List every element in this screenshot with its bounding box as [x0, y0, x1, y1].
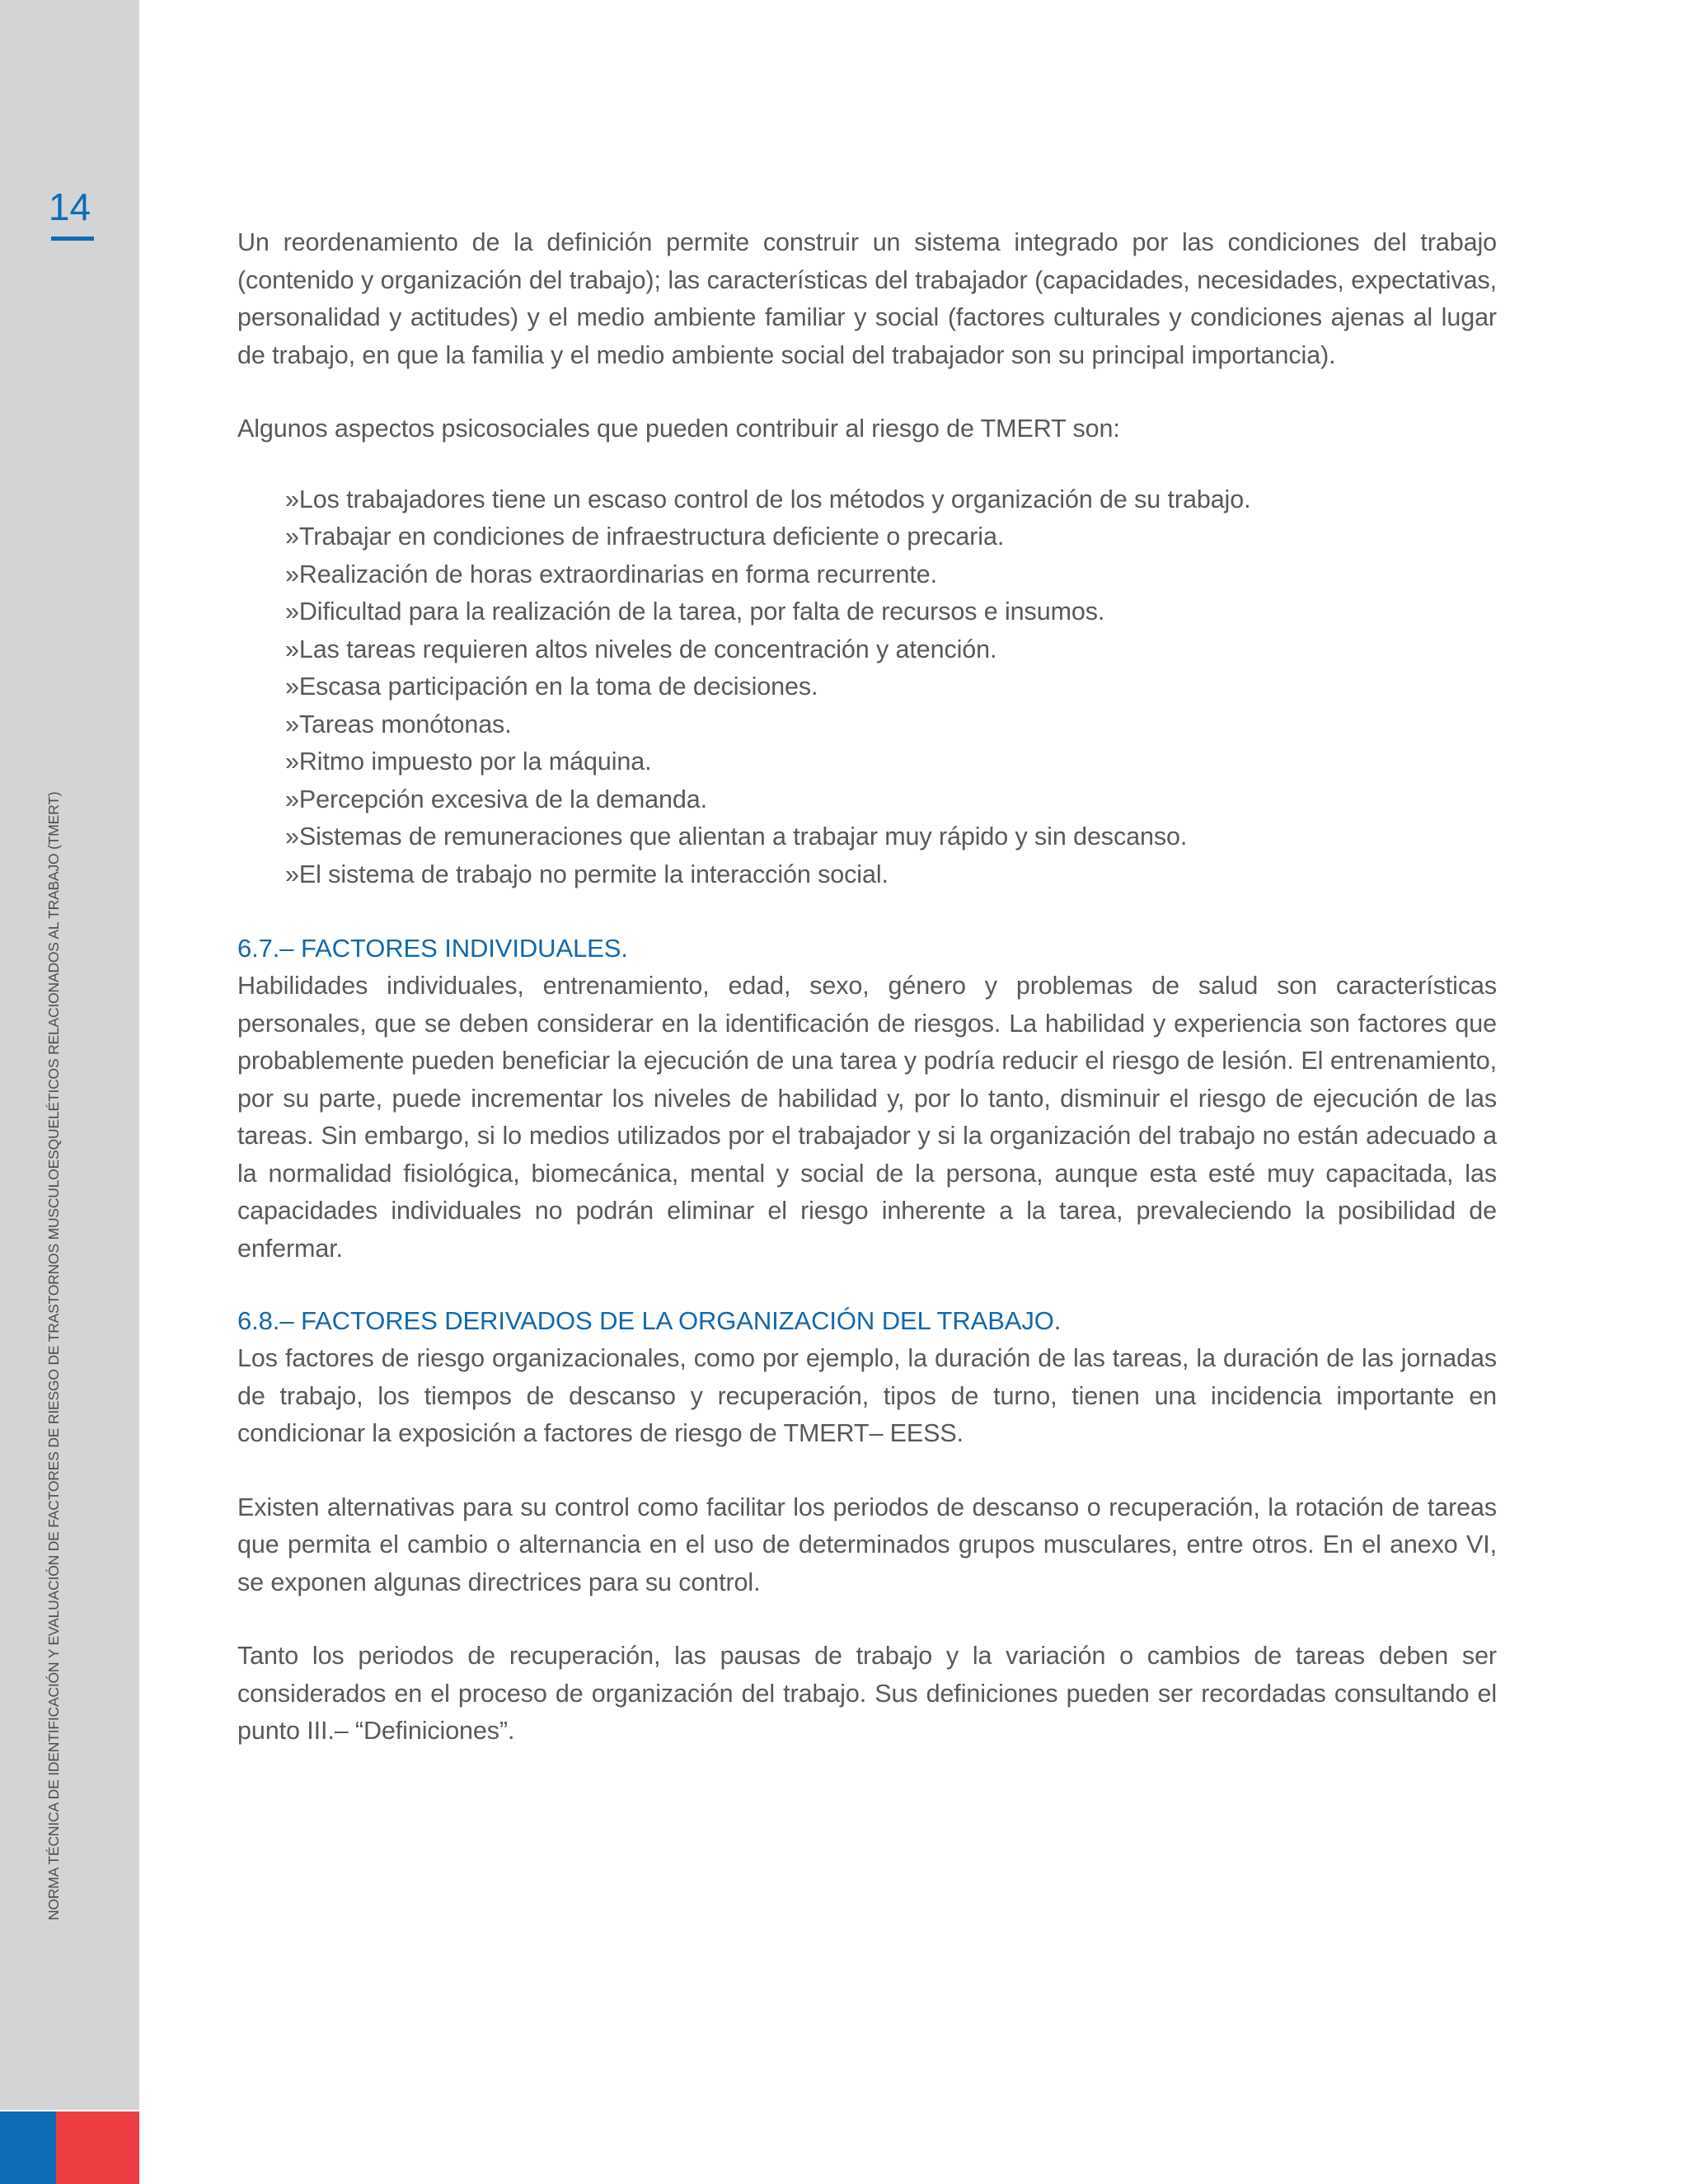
list-item	[285, 781, 1497, 819]
footer-blue-bar	[0, 2111, 56, 2184]
list-item-label: El sistema de trabajo no permite la interacción social.	[298, 860, 889, 888]
list-marker: »	[285, 635, 299, 663]
intro-paragraph: Un reordenamiento de la definición permite construir un sistema integrado por las condiciones del trabajo (contenido y organización del trabajo); las características del trabajador (capacidades, necesidades, expectativas, personalidad y actitudes) y el medio ambiente familiar y social (factores culturales y condiciones ajenas al lugar de trabajo, en que la familia y el medio ambiente social del trabajador son su principal importancia).	[237, 228, 1497, 369]
list-marker: »	[285, 785, 299, 813]
page-content	[237, 224, 1497, 1787]
list-item-label: Realización de horas extraordinarias en forma recurrente.	[298, 560, 938, 588]
page-sidebar	[0, 0, 139, 2110]
psychosocial-factors-list	[237, 481, 1497, 894]
list-item	[285, 706, 1497, 744]
list-item	[285, 593, 1497, 631]
list-item-label: Dificultad para la realización de la tarea, por falta de recursos e insumos.	[298, 598, 1105, 626]
sidebar-vertical-title	[0, 0, 139, 2110]
list-item-label: Ritmo impuesto por la máquina.	[298, 748, 652, 776]
list-item-label: Sistemas de remuneraciones que alientan a trabajar muy rápido y sin descanso.	[298, 823, 1188, 851]
list-item-label: Tareas monótonas.	[298, 710, 512, 738]
list-marker: »	[285, 560, 299, 588]
page-number: 14	[48, 185, 91, 228]
list-item-label: Las tareas requieren altos niveles de concentración y atención.	[298, 635, 997, 663]
list-item	[285, 668, 1497, 706]
footer-red-bar	[56, 2111, 139, 2184]
list-marker: »	[285, 823, 299, 851]
list-item	[285, 856, 1497, 894]
recovery-periods-paragraph: Tanto los periodos de recuperación, las pausas de trabajo y la variación o cambios de tareas deben ser considerados en el proceso de organización del trabajo. Sus definiciones pueden ser recordadas consultando el punto III.– “Definiciones”.	[237, 1642, 1497, 1745]
list-marker: »	[285, 598, 299, 626]
list-marker: »	[285, 673, 299, 701]
list-marker: »	[285, 710, 299, 738]
list-item-label: Percepción excesiva de la demanda.	[298, 785, 707, 813]
list-item	[285, 518, 1497, 556]
section-heading-6-8: 6.8.– FACTORES DERIVADOS DE LA ORGANIZACIÓN DEL TRABAJO.	[237, 1306, 1062, 1335]
list-item	[285, 743, 1497, 781]
list-marker: »	[285, 523, 299, 551]
section-heading-6-7: 6.7.– FACTORES INDIVIDUALES.	[237, 934, 628, 963]
alternatives-paragraph: Existen alternativas para su control como facilitar los periodos de descanso o recuperación, la rotación de tareas que permita el cambio o alternancia en el uso de determinados grupos musculares, entre otros. En el anexo VI, se exponen algunas directrices para su control.	[237, 1493, 1497, 1596]
list-item	[285, 631, 1497, 669]
section-6-7-body: Habilidades individuales, entrenamiento, edad, sexo, género y problemas de salud son características personales, que se deben considerar en la identificación de riesgos. La habilidad y experiencia son factores que probablemente pueden beneficiar la ejecución de una tarea y podría reducir el riesgo de lesión. El entrenamiento, por su parte, puede incrementar los niveles de habilidad y, por lo tanto, disminuir el riesgo de ejecución de las tareas. Sin embargo, si lo medios utilizados por el trabajador y si la organización del trabajo no están adecuado a la normalidad fisiológica, biomecánica, mental y social de la persona, aunque esta esté muy capacitada, las capacidades individuales no podrán eliminar el riesgo inherente a la tarea, prevaleciendo la posibilidad de enfermar.	[237, 972, 1497, 1263]
list-marker: »	[285, 485, 299, 513]
list-marker: »	[285, 860, 299, 888]
list-item	[285, 818, 1497, 856]
list-item-label: Los trabajadores tiene un escaso control de los métodos y organización de su trabajo.	[298, 485, 1251, 513]
section-6-8-block	[237, 1304, 1497, 1453]
psychosocial-lead-in: Algunos aspectos psicosociales que pueden contribuir al riesgo de TMERT son:	[237, 415, 1120, 443]
list-item-label: Escasa participación en la toma de decisiones.	[298, 673, 818, 701]
section-6-8-body: Los factores de riesgo organizacionales, como por ejemplo, la duración de las tareas, la duración de las jornadas de trabajo, los tiempos de descanso y recuperación, tipos de turno, tienen una incidencia importante en condicionar la exposición a factores de riesgo de TMERT– EESS.	[237, 1344, 1497, 1447]
list-item	[285, 556, 1497, 594]
list-item	[285, 481, 1497, 519]
list-item-label: Trabajar en condiciones de infraestructura deficiente o precaria.	[298, 523, 1005, 551]
sidebar-vertical-title-text: NORMA TÉCNICA DE IDENTIFICACIÓN Y EVALUACIÓN DE FACTORES DE RIESGO DE TRASTORNOS MUSCULOESQUELÉTICOS RELACIONADOS AL TRABAJO (TMERT)	[45, 791, 62, 1920]
list-marker: »	[285, 748, 299, 776]
